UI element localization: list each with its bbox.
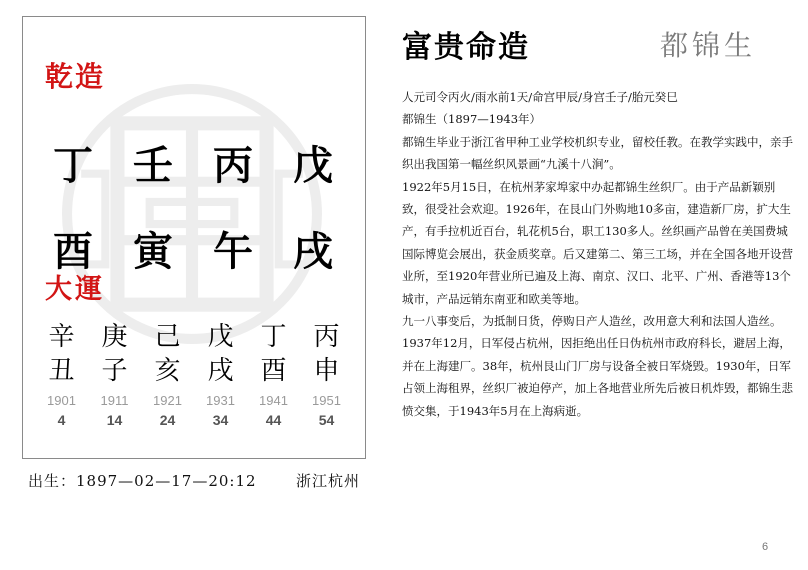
luck-pillars-grid — [35, 320, 353, 430]
luck-branch: 丑 — [48, 356, 75, 386]
year-stem: 丁 — [53, 141, 93, 189]
page-number: 6 — [762, 541, 769, 553]
luck-branch: 酉 — [260, 356, 287, 386]
luck-stem: 辛 — [48, 322, 75, 352]
luck-year: 1921 — [153, 393, 182, 408]
four-pillars — [43, 119, 343, 291]
chart-summary-line: 人元司令丙火/雨水前1天/命宫甲辰/身宫壬子/胎元癸巳 — [402, 90, 678, 104]
hour-branch: 戌 — [293, 227, 333, 275]
luck-stem: 戊 — [207, 322, 234, 352]
day-stem: 丙 — [213, 141, 253, 189]
luck-year: 1941 — [259, 393, 288, 408]
luck-age: 14 — [106, 412, 123, 428]
luck-branch: 戌 — [207, 356, 234, 386]
birth-place: 浙江杭州 — [296, 472, 361, 490]
article-paragraph: 九一八事变后，为抵制日货，停购日产人造丝，改用意大利和法国人造丝。1937年12月，日军侵占杭州，因拒绝出任日伪杭州市政府科长，避居上海，并在上海建厂。38年，杭州艮山门厂房与设备全被日军烧毁。1930年，日军占领上海租界，丝织厂被迫停产，加上各地营业所先后被日机炸毁，都锦生悲愤交集，于1943年5月在上海病逝。 — [402, 314, 793, 418]
luck-age: 44 — [265, 412, 282, 428]
luck-stem: 庚 — [101, 322, 128, 352]
luck-pillar — [88, 320, 141, 430]
heavenly-stems-row — [43, 119, 343, 205]
article-paragraph: 1922年5月15日，在杭州茅家埠家中办起都锦生丝织厂。由于产品新颖别致，很受社会欢迎。1926年，在艮山门外购地10多亩，建造新厂房，扩大生产，有手拉机近百台，轧花机5台，职工130多人。丝织画产品曾在美国费城国际博览会展出，获金质奖章。后又建第二、第三工场，并在全国各地开设营业所，至1920年营业所已遍及上海、南京、汉口、北平、广州、香港等13个城市，产品远销东南亚和欧美等地。 — [402, 179, 793, 306]
luck-branch: 子 — [101, 356, 128, 386]
luck-age: 24 — [159, 412, 176, 428]
year-branch: 酉 — [53, 227, 93, 275]
day-branch: 午 — [213, 227, 253, 275]
subject-name: 都锦生 — [660, 29, 757, 62]
luck-year: 1901 — [47, 393, 76, 408]
luck-age: 54 — [318, 412, 335, 428]
luck-stem: 己 — [154, 322, 181, 352]
luck-stem: 丁 — [260, 322, 287, 352]
article-paragraph: 都锦生毕业于浙江省甲种工业学校机织专业，留校任教。在教学实践中，亲手织出我国第一幅丝织风景画“九溪十八涧”。 — [402, 134, 793, 172]
luck-year: 1951 — [312, 393, 341, 408]
luck-age: 4 — [57, 412, 66, 428]
month-branch: 寅 — [133, 227, 173, 275]
luck-pillar — [247, 320, 300, 430]
luck-pillars-label: 大運 — [45, 274, 105, 305]
luck-pillar — [194, 320, 247, 430]
page-title: 富贵命造 — [402, 30, 530, 65]
luck-branch: 申 — [313, 356, 340, 386]
luck-pillar — [35, 320, 88, 430]
bazi-chart-box — [22, 16, 366, 459]
luck-age: 34 — [212, 412, 229, 428]
luck-year: 1911 — [100, 393, 129, 408]
month-stem: 壬 — [133, 141, 173, 189]
luck-pillar — [141, 320, 194, 430]
gender-label: 乾造 — [45, 60, 106, 93]
lifespan-line: 都锦生（1897—1943年） — [402, 112, 542, 127]
article-body — [402, 86, 798, 422]
luck-stem: 丙 — [313, 322, 340, 352]
hour-stem: 戊 — [293, 141, 333, 189]
luck-year: 1931 — [206, 393, 235, 408]
luck-branch: 亥 — [154, 356, 181, 386]
luck-pillar — [300, 320, 353, 430]
birth-datetime: 出生：1897—02—17—20:12 — [28, 472, 257, 490]
